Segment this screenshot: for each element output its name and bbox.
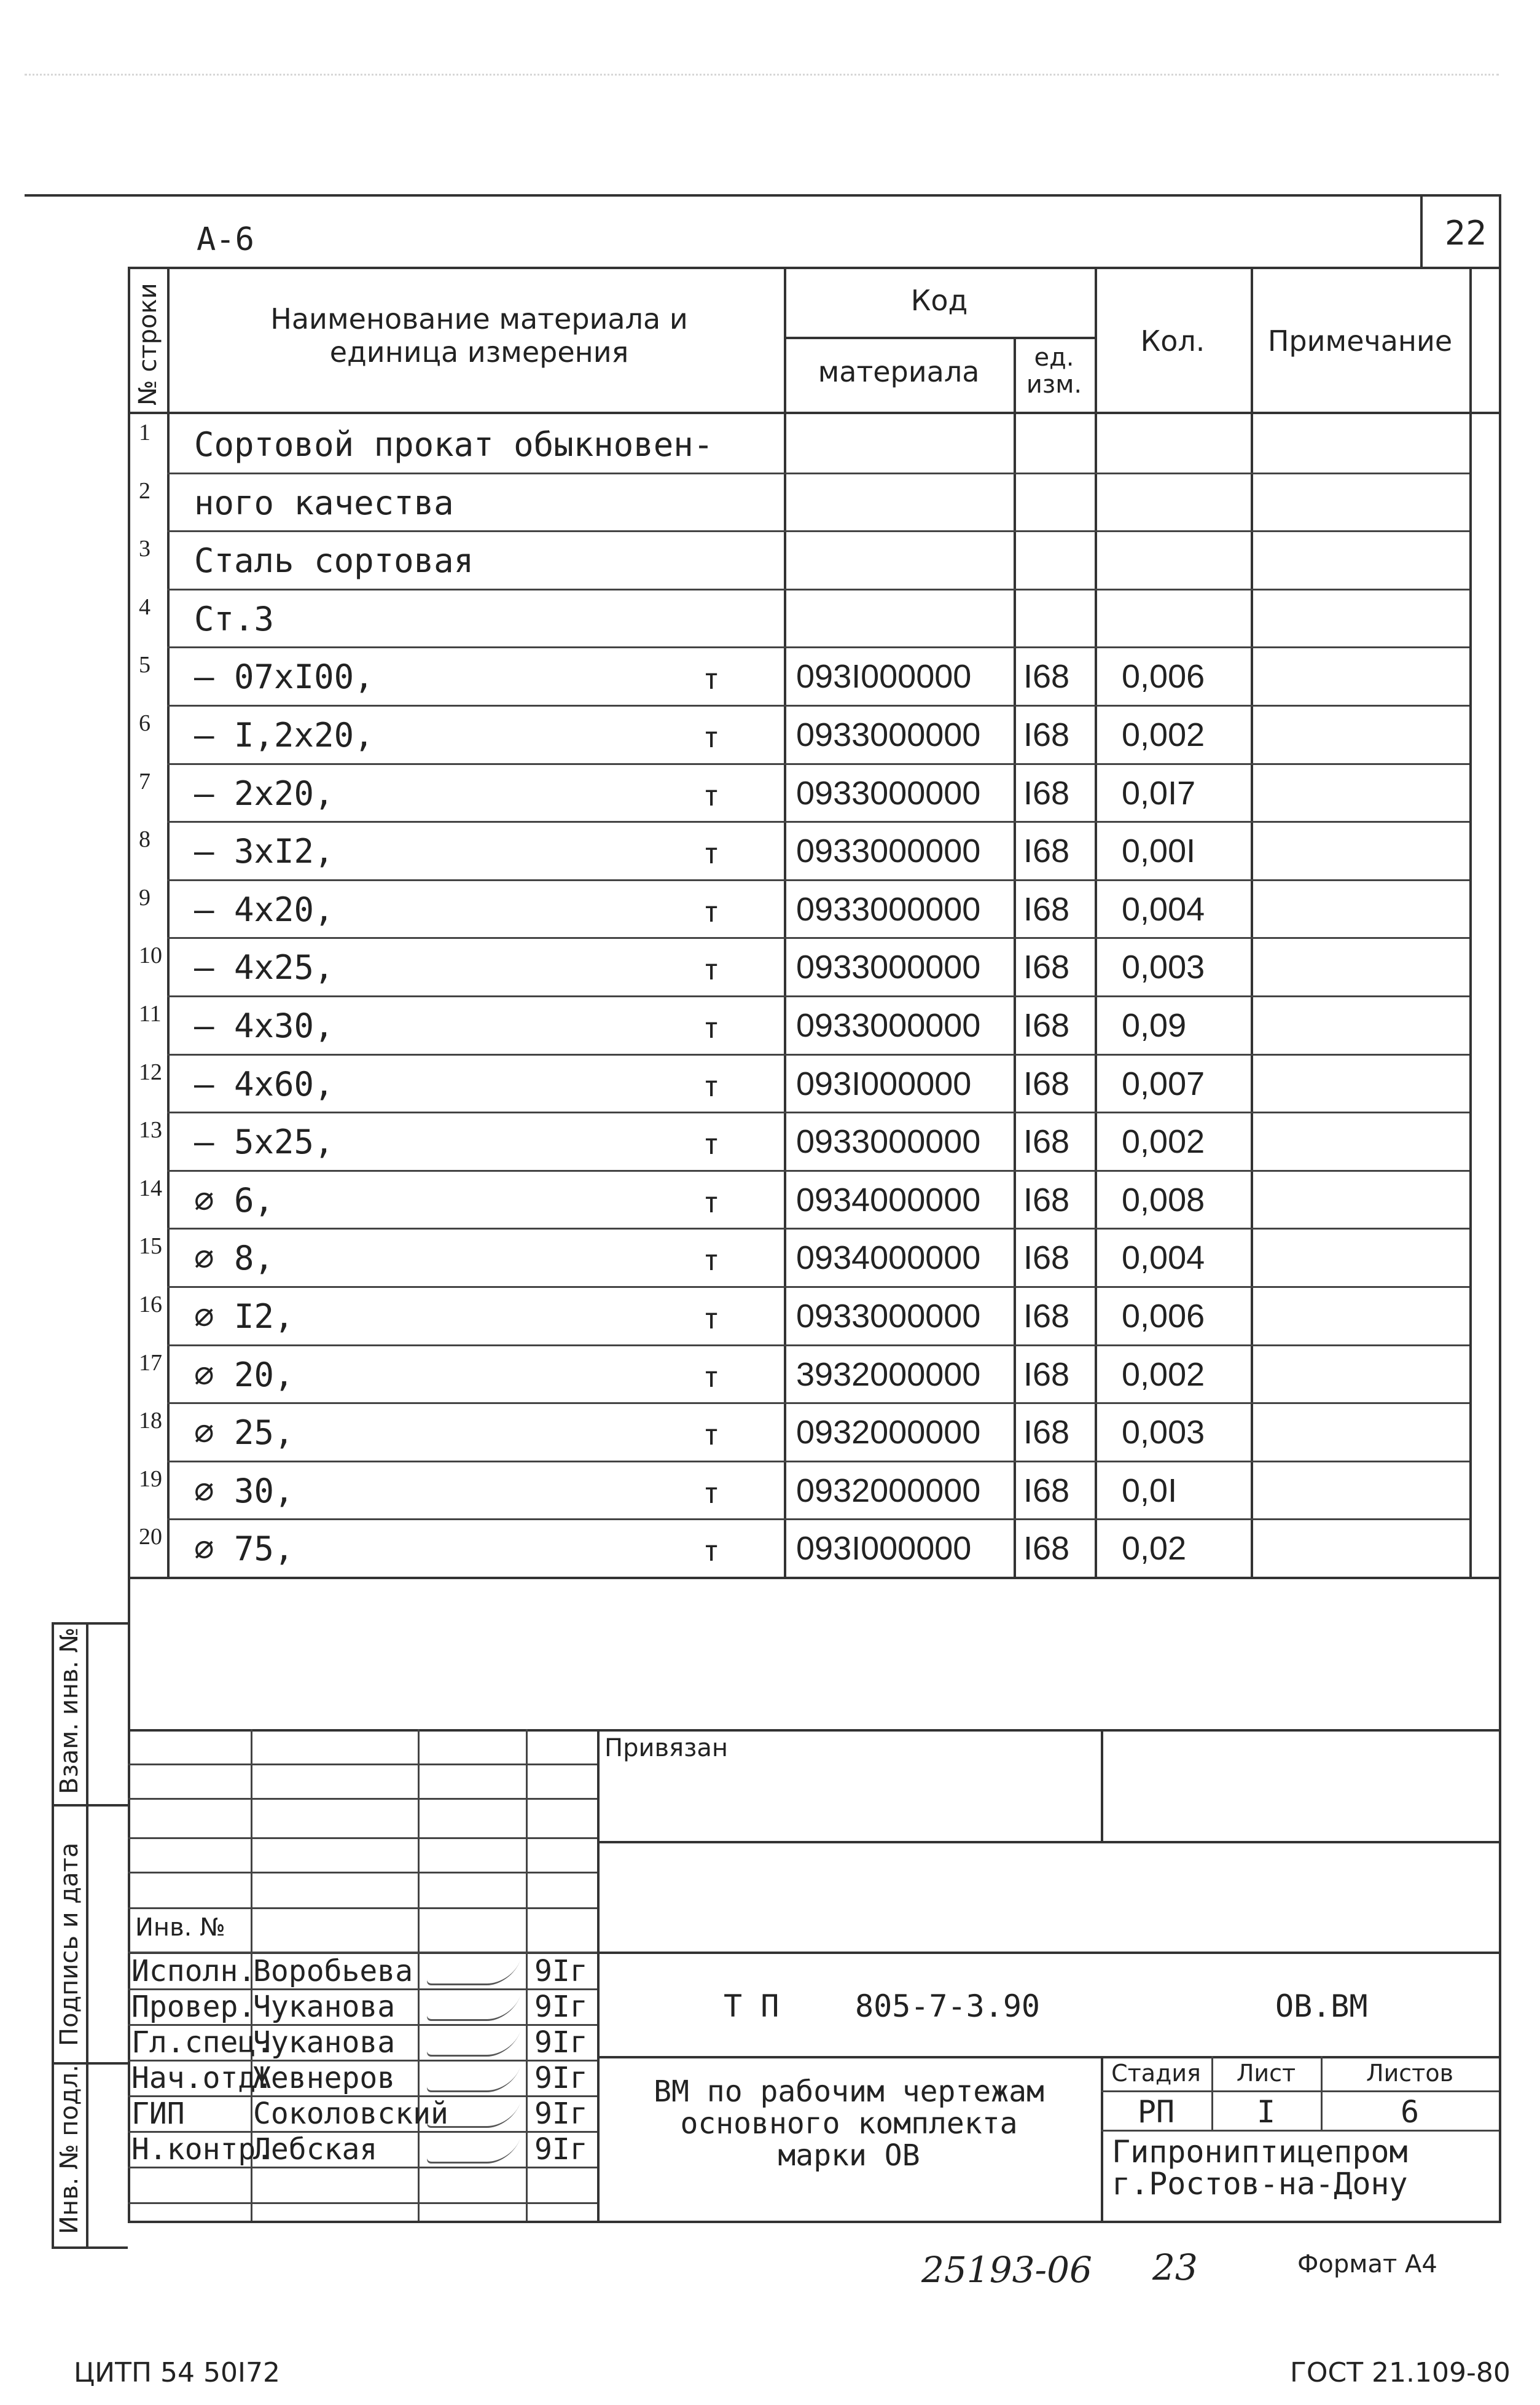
material-code: 093I000000 (796, 658, 972, 695)
material-name: Сталь сортовая (194, 541, 474, 580)
unit: т (703, 953, 720, 986)
side-label-inv: Инв. № подл. (55, 2065, 84, 2234)
quantity: 0,006 (1122, 658, 1205, 695)
sheet-label: А-6 (197, 221, 254, 258)
row-number: 11 (139, 1001, 162, 1027)
material-name: – 4х60, (194, 1065, 334, 1104)
row-number: 18 (139, 1408, 162, 1434)
material-code: 0934000000 (796, 1182, 981, 1218)
unit: т (703, 1302, 720, 1335)
project-number: 805-7-3.90 (855, 1988, 1041, 2024)
unit-code: I68 (1023, 1007, 1070, 1044)
quantity: 0,004 (1122, 1239, 1205, 1276)
unit-code: I68 (1023, 1530, 1070, 1567)
unit-code: I68 (1023, 658, 1070, 695)
material-name: – 3хI2, (194, 832, 334, 871)
row-number: 17 (139, 1350, 162, 1376)
material-code: 0932000000 (796, 1472, 981, 1509)
unit-code: I68 (1023, 1414, 1070, 1451)
row-number: 12 (139, 1059, 162, 1085)
signatory-name: Жевнеров (253, 2061, 396, 2095)
signatory-role: Гл.спец. (131, 2025, 274, 2060)
unit: т (703, 662, 720, 696)
handwritten-page: 23 (1152, 2246, 1198, 2288)
unit-code: I68 (1023, 891, 1070, 928)
signatory-name: Соколовский (253, 2097, 448, 2131)
quantity: 0,09 (1122, 1007, 1187, 1044)
material-name: – 4х20, (194, 890, 334, 929)
unit: т (703, 1418, 720, 1451)
unit-code: I68 (1023, 1356, 1070, 1393)
quantity: 0,007 (1122, 1065, 1205, 1102)
material-name: – 4х25, (194, 948, 334, 987)
signatory-role: Исполн. (131, 1954, 256, 1988)
row-number: 2 (139, 478, 150, 504)
signatory-date: 9Iг (534, 1990, 588, 2024)
quantity: 0,02 (1122, 1530, 1187, 1567)
header-qty: Кол. (1140, 324, 1205, 358)
material-name: – I,2х20, (194, 716, 374, 755)
header-code: Код (910, 284, 968, 317)
document-title-line-2: основного комплекта (680, 2106, 1018, 2141)
signature (425, 2066, 521, 2092)
material-code: 093I000000 (796, 1065, 972, 1102)
material-code: 0932000000 (796, 1414, 981, 1451)
quantity: 0,00I (1122, 833, 1196, 869)
header-code-material: материала (818, 355, 980, 388)
unit-code: I68 (1023, 1123, 1070, 1160)
material-code: 3932000000 (796, 1356, 981, 1393)
side-label-vzam: Взам. инв. № (55, 1627, 84, 1794)
page-number: 22 (1445, 214, 1487, 253)
material-name: ∅ 8, (194, 1239, 275, 1277)
row-number: 16 (139, 1292, 162, 1317)
material-name: Ст.3 (194, 600, 275, 638)
quantity: 0,004 (1122, 891, 1205, 928)
sheet-value: I (1256, 2094, 1276, 2130)
signatory-name: Чуканова (253, 2025, 396, 2060)
material-name: ∅ I2, (194, 1297, 294, 1336)
unit: т (703, 837, 720, 870)
unit-code: I68 (1023, 949, 1070, 986)
row-number: 6 (139, 710, 150, 736)
handwritten-number: 25193-06 (921, 2249, 1092, 2291)
privyazan-label: Привязан (604, 1734, 729, 1762)
material-name: ного качества (194, 484, 454, 522)
row-number: 3 (139, 536, 150, 562)
quantity: 0,008 (1122, 1182, 1205, 1218)
unit: т (703, 1128, 720, 1161)
unit: т (703, 1244, 720, 1277)
document-title (597, 2076, 1101, 2172)
quantity: 0,003 (1122, 949, 1205, 986)
unit: т (703, 1477, 720, 1510)
material-name: ∅ 25, (194, 1413, 294, 1452)
organization (1112, 2136, 1408, 2200)
signatory-date: 9Iг (534, 1954, 588, 1988)
quantity: 0,003 (1122, 1414, 1205, 1451)
inv-no-label: Инв. № (135, 1913, 225, 1942)
unit: т (703, 1360, 720, 1394)
unit: т (703, 779, 720, 812)
quantity: 0,0I (1122, 1472, 1178, 1509)
material-name: ∅ 6, (194, 1181, 275, 1220)
sheet-label-cell: Лист (1236, 2060, 1296, 2087)
signatory-role: Н.контр. (131, 2132, 274, 2167)
material-code: 0933000000 (796, 891, 981, 928)
material-name: – 5х25, (194, 1123, 334, 1161)
footer-right: ГОСТ 21.109-80 (1290, 2357, 1511, 2388)
row-number: 8 (139, 826, 150, 852)
row-number: 1 (139, 420, 150, 445)
organization-name: Гипрониптицепром (1112, 2134, 1408, 2170)
material-name: – 2х20, (194, 774, 334, 813)
material-code: 0933000000 (796, 1007, 981, 1044)
signatory-name: Чуканова (253, 1990, 396, 2024)
quantity: 0,002 (1122, 1123, 1205, 1160)
signatory-date: 9Iг (534, 2132, 588, 2167)
material-code: 0933000000 (796, 949, 981, 986)
quantity: 0,002 (1122, 1356, 1205, 1393)
unit-code: I68 (1023, 1065, 1070, 1102)
unit-code: I68 (1023, 1182, 1070, 1218)
signature (425, 2101, 521, 2128)
signature (425, 1959, 521, 1985)
signatory-name: Воробьева (253, 1954, 413, 1988)
unit: т (703, 895, 720, 928)
unit: т (703, 1186, 720, 1219)
unit: т (703, 721, 720, 754)
unit-code: I68 (1023, 833, 1070, 869)
stage-label: Стадия (1111, 2060, 1201, 2087)
row-number: 13 (139, 1117, 162, 1143)
material-code: 0933000000 (796, 716, 981, 753)
material-name: ∅ 20, (194, 1356, 294, 1394)
material-name: – 4х30, (194, 1006, 334, 1045)
material-name: – 07хI00, (194, 657, 374, 696)
header-code-unit: ед. изм. (1026, 343, 1082, 399)
row-number: 10 (139, 943, 162, 968)
row-number: 15 (139, 1233, 162, 1259)
scan-noise (25, 74, 1499, 100)
signatory-role: Нач.отд. (131, 2061, 274, 2095)
signatory-date: 9Iг (534, 2025, 588, 2060)
material-code: 0933000000 (796, 833, 981, 869)
document-title-line-1: ВМ по рабочим чертежам (654, 2074, 1044, 2109)
header-note: Примечание (1267, 324, 1453, 358)
signatory-role: Провер. (131, 1990, 256, 2024)
signatory-name: Лебская (253, 2132, 378, 2167)
footer-left: ЦИТП 54 50I72 (74, 2357, 280, 2388)
header-row-no: № строки (134, 283, 162, 406)
material-code: 0933000000 (796, 1123, 981, 1160)
side-label-podpis: Подпись и дата (55, 1842, 84, 2046)
signatory-role: ГИП (131, 2097, 185, 2131)
row-number: 20 (139, 1524, 162, 1550)
format-label: Формат А4 (1297, 2250, 1437, 2278)
material-code: 0933000000 (796, 1298, 981, 1335)
row-number: 14 (139, 1175, 162, 1201)
row-number: 4 (139, 594, 150, 620)
unit-code: I68 (1023, 1239, 1070, 1276)
unit-code: I68 (1023, 775, 1070, 812)
unit: т (703, 1534, 720, 1567)
material-name: ∅ 75, (194, 1529, 294, 1568)
quantity: 0,006 (1122, 1298, 1205, 1335)
material-code: 0934000000 (796, 1239, 981, 1276)
quantity: 0,002 (1122, 716, 1205, 753)
document-title-line-3: марки ОВ (778, 2138, 920, 2173)
signature (425, 2137, 521, 2164)
material-name: Сортовой прокат обыкновен- (194, 425, 714, 464)
document-mark: ОВ.ВМ (1275, 1988, 1368, 2024)
row-number: 9 (139, 885, 150, 911)
sheets-value: 6 (1400, 2094, 1420, 2130)
signature (425, 1995, 521, 2021)
unit: т (703, 1070, 720, 1103)
tp-label: Т П (724, 1988, 780, 2024)
unit-code: I68 (1023, 716, 1070, 753)
stage-value: РП (1137, 2094, 1175, 2130)
organization-city: г.Ростов-на-Дону (1112, 2166, 1408, 2202)
signature (425, 2030, 521, 2057)
unit-code: I68 (1023, 1298, 1070, 1335)
row-number: 19 (139, 1466, 162, 1492)
row-number: 7 (139, 769, 150, 794)
header-name: Наименование материала и единица измерения (270, 302, 688, 369)
material-name: ∅ 30, (194, 1472, 294, 1510)
unit: т (703, 1011, 720, 1045)
material-code: 093I000000 (796, 1530, 972, 1567)
signatory-date: 9Iг (534, 2061, 588, 2095)
row-number: 5 (139, 652, 150, 678)
signatory-date: 9Iг (534, 2097, 588, 2131)
unit-code: I68 (1023, 1472, 1070, 1509)
sheets-label: Листов (1366, 2060, 1453, 2087)
material-code: 0933000000 (796, 775, 981, 812)
quantity: 0,0I7 (1122, 775, 1196, 812)
